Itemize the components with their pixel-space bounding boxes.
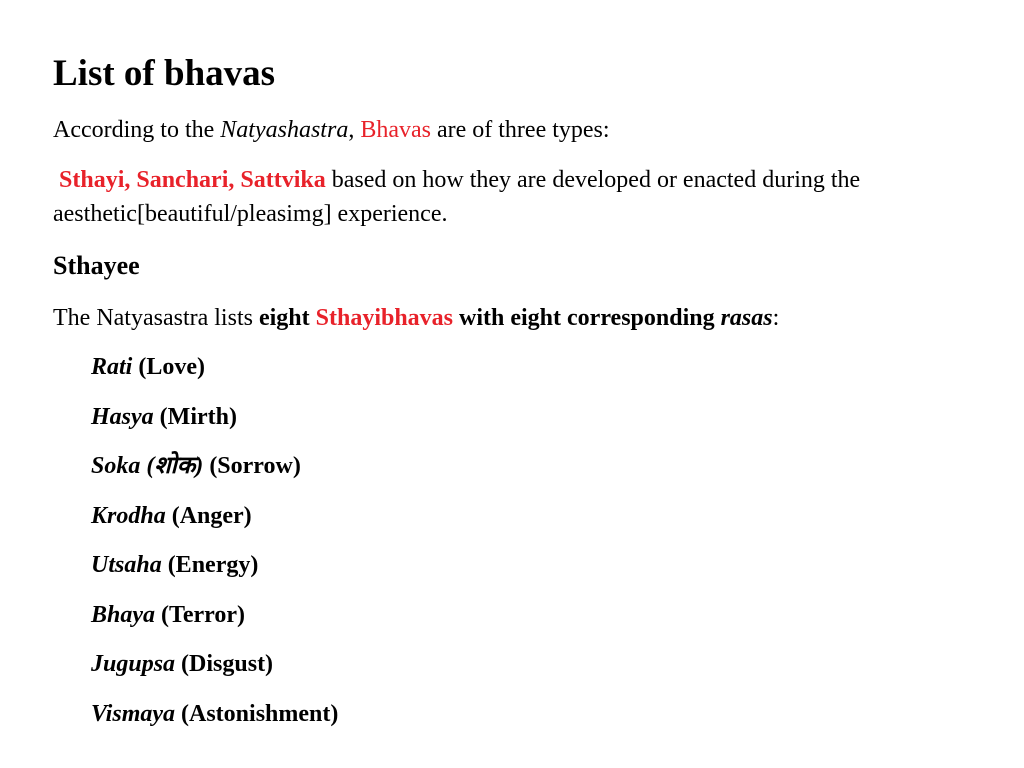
- rasa-item: [91, 400, 338, 450]
- sthayibhavas-term: Sthayibhavas: [315, 305, 454, 331]
- rasa-item: [91, 499, 338, 549]
- rasa-name: Rati: [91, 354, 133, 380]
- rasa-name: Bhaya: [91, 601, 156, 628]
- intro-paragraph: [53, 113, 610, 147]
- work-title: Natyashastra: [220, 117, 349, 143]
- slide-title: List of bhavas: [53, 53, 276, 94]
- rasa-meaning: (Mirth): [153, 403, 237, 430]
- rasa-name: Jugupsa: [91, 651, 176, 677]
- rasa-meaning: (Energy): [161, 552, 259, 578]
- rasa-name: Hasya: [91, 403, 154, 430]
- bhava-types: Sthayi, Sanchari, Sattvika: [59, 167, 326, 193]
- rasa-meaning: (Terror): [155, 601, 245, 628]
- rasas-term: rasas: [720, 305, 773, 331]
- bhavas-term: Bhavas: [360, 117, 431, 143]
- rasa-list: [91, 350, 338, 746]
- rasa-meaning: (Sorrow): [203, 453, 301, 479]
- slide: [53, 0, 953, 768]
- rasa-item: [91, 647, 338, 697]
- lists-prefix: The Natyasastra lists: [53, 305, 259, 331]
- intro-comma: ,: [348, 117, 361, 143]
- intro-prefix: According to the: [53, 117, 221, 143]
- types-description: based on how they are developed or enacted during the aesthetic[beautiful/pleasimg] experience.: [53, 167, 861, 227]
- rasa-name: Utsaha: [91, 552, 162, 578]
- rasa-item: [91, 598, 338, 648]
- rasa-item: [91, 697, 338, 747]
- lists-middle: with eight corresponding: [453, 305, 721, 331]
- rasa-name: Vismaya: [91, 700, 176, 727]
- rasa-name: Soka (शोक): [91, 453, 204, 479]
- rasa-meaning: (Love): [132, 354, 205, 380]
- sthayibhavas-intro: [53, 301, 779, 335]
- rasa-meaning: (Disgust): [175, 651, 274, 677]
- types-paragraph: [53, 163, 893, 231]
- rasa-item: [91, 350, 338, 400]
- rasa-meaning: (Anger): [165, 502, 252, 529]
- rasa-item: [91, 548, 338, 598]
- lists-eight: eight: [258, 305, 316, 331]
- section-heading: Sthayee: [53, 251, 140, 280]
- rasa-item: [91, 449, 338, 499]
- lists-suffix: :: [772, 305, 780, 331]
- rasa-meaning: (Astonishment): [175, 700, 339, 727]
- rasa-name: Krodha: [91, 502, 166, 529]
- intro-suffix: are of three types:: [430, 117, 610, 143]
